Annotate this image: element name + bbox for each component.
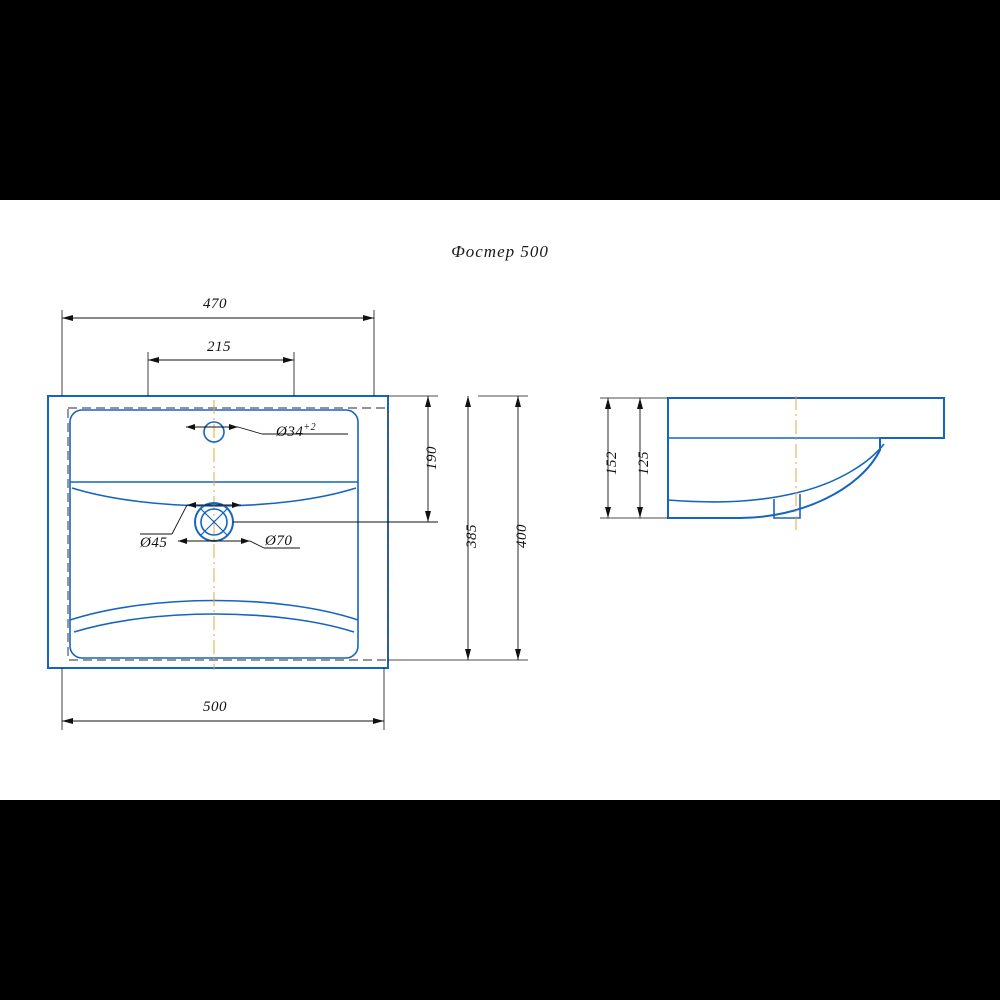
- drain70-leader-b: [250, 541, 264, 548]
- dim385-arrow-top: [465, 396, 471, 407]
- drain45-arrow-right: [232, 502, 241, 508]
- dim-label-400: 400: [514, 524, 530, 548]
- dim470-arrow-left: [62, 315, 73, 321]
- dim152-arrow-top: [605, 398, 611, 409]
- dim215-arrow-left: [148, 357, 159, 363]
- dim500-arrow-right: [373, 718, 384, 724]
- top-view: [48, 310, 528, 730]
- dim-label-385: 385: [464, 524, 480, 548]
- side-bowl-underside: [668, 444, 884, 502]
- dim125-arrow-bottom: [637, 507, 643, 518]
- dim-label-drain-45: Ø45: [140, 535, 168, 551]
- dim-label-152: 152: [604, 451, 620, 475]
- dim-label-190: 190: [424, 446, 440, 470]
- dim470-arrow-right: [363, 315, 374, 321]
- tap-hole-arrow-left: [186, 424, 195, 430]
- drain45-leader-b: [172, 505, 187, 534]
- tap-hole-arrow-right: [229, 424, 238, 430]
- dim400-arrow-top: [515, 396, 521, 407]
- drain45-arrow-left: [187, 502, 196, 508]
- dim-label-500: 500: [203, 699, 227, 715]
- drain70-arrow-left: [178, 538, 187, 544]
- drawing-title: Фостер 500: [451, 242, 549, 261]
- dim-label-215: 215: [207, 339, 231, 355]
- dim215-arrow-right: [283, 357, 294, 363]
- side-body-outline: [668, 398, 944, 518]
- dim400-arrow-bottom: [515, 649, 521, 660]
- dim500-arrow-left: [62, 718, 73, 724]
- technical-drawing: [0, 200, 1000, 800]
- dim190-arrow-bottom: [425, 511, 431, 522]
- dim-label-470: 470: [203, 296, 227, 312]
- dim-label-drain-70: Ø70: [265, 533, 293, 549]
- tap-hole-leader-line: [238, 427, 262, 434]
- dim-label-125: 125: [636, 451, 652, 475]
- dim-label-tap-hole: [276, 422, 316, 441]
- dim-label-tap-hole-tolerance: +2: [303, 422, 317, 433]
- dim190-arrow-top: [425, 396, 431, 407]
- dim385-arrow-bottom: [465, 649, 471, 660]
- dim125-arrow-top: [637, 398, 643, 409]
- dim152-arrow-bottom: [605, 507, 611, 518]
- dim-label-tap-hole-value: Ø34: [276, 424, 304, 440]
- drain70-arrow-right: [241, 538, 250, 544]
- drawing-sheet: [0, 200, 1000, 800]
